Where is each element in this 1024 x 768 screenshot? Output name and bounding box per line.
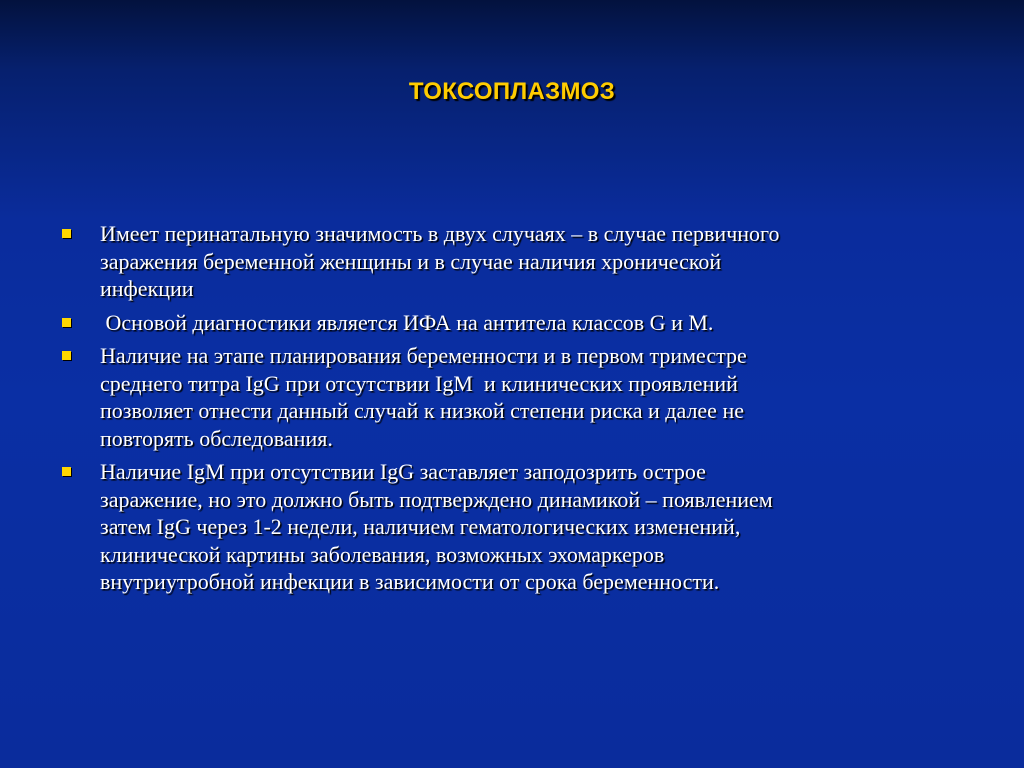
bullet-line: среднего титра IgG при отсутствии IgM и клинических проявлений bbox=[100, 370, 738, 396]
bullet-line: клинической картины заболевания, возможных эхомаркеров bbox=[100, 541, 665, 567]
bullet-line: затем IgG через 1-2 недели, наличием гематологических изменений, bbox=[100, 514, 741, 539]
bullet-line: инфекции bbox=[100, 276, 194, 301]
bullet-list bbox=[62, 220, 962, 602]
bullet-line: Основой диагностики является ИФА на антитела классов G и M. bbox=[100, 309, 714, 335]
bullet-item-diagnostics bbox=[62, 309, 962, 337]
bullet-line: заражения беременной женщины и в случае наличия хронической bbox=[100, 248, 722, 274]
square-bullet-icon bbox=[62, 318, 71, 327]
slide-title: ТОКСОПЛАЗМОЗ bbox=[408, 78, 616, 105]
bullet-item-perinatal bbox=[62, 220, 962, 303]
bullet-line: повторять обследования. bbox=[100, 425, 333, 451]
bullet-line: Наличие IgM при отсутствии IgG заставляет заподозрить острое bbox=[100, 459, 706, 484]
bullet-item-acute-infection bbox=[62, 458, 962, 596]
square-bullet-icon bbox=[62, 467, 71, 476]
square-bullet-icon bbox=[62, 229, 71, 238]
bullet-line: внутриутробной инфекции в зависимости от срока беременности. bbox=[100, 569, 720, 594]
bullet-line: Наличие на этапе планирования беременности и в первом триместре bbox=[100, 343, 747, 368]
square-bullet-icon bbox=[62, 351, 71, 360]
bullet-line: позволяет отнести данный случай к низкой степени риска и далее не bbox=[100, 398, 744, 423]
bullet-line: заражение, но это должно быть подтверждено динамикой – появлением bbox=[100, 486, 773, 512]
bullet-line: Имеет перинатальную значимость в двух случаях – в случае первичного bbox=[100, 221, 780, 246]
bullet-item-low-risk bbox=[62, 342, 962, 452]
